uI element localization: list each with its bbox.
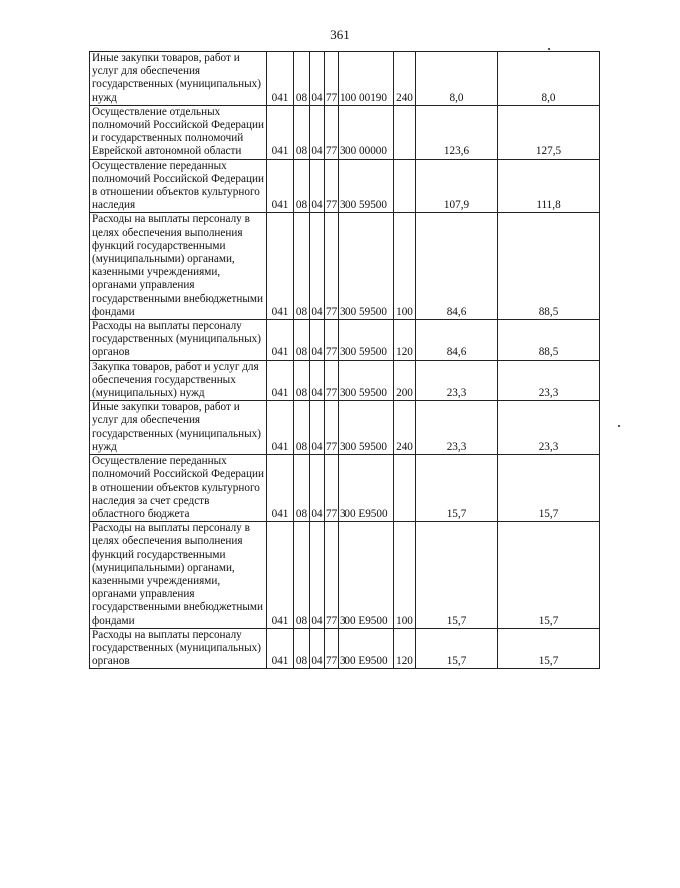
cell-section: 08 xyxy=(294,455,310,522)
cell-section: 08 xyxy=(294,52,310,106)
cell-name: Иные закупки товаров, работ и услуг для обеспечения государственных (муниципальных) нужд xyxy=(90,52,267,106)
table-row xyxy=(90,455,600,522)
cell-name: Осуществление переданных полномочий Российской Федерации в отношении объектов культурного наследия за счет средств областного бюджета xyxy=(90,455,267,522)
cell-target-article: 00 59500 xyxy=(339,320,394,361)
cell-target-article: 00 E9500 xyxy=(339,628,394,669)
table-row xyxy=(90,360,600,401)
cell-grbs: 041 xyxy=(267,522,294,629)
cell-target-program: 77 3 xyxy=(325,360,339,401)
cell-subsection: 04 xyxy=(310,320,325,361)
cell-target-program: 77 3 xyxy=(325,159,339,213)
cell-expense-type: 100 xyxy=(394,522,416,629)
cell-grbs: 041 xyxy=(267,52,294,106)
cell-subsection: 04 xyxy=(310,52,325,106)
cell-target-program: 77 1 xyxy=(325,52,339,106)
table-row xyxy=(90,213,600,320)
cell-grbs: 041 xyxy=(267,105,294,159)
cell-section: 08 xyxy=(294,320,310,361)
table-row xyxy=(90,105,600,159)
cell-subsection: 04 xyxy=(310,213,325,320)
cell-subsection: 04 xyxy=(310,360,325,401)
cell-name: Расходы на выплаты персоналу в целях обеспечения выполнения функций государственными (муниципальными) органами, казенными учреждениями, органами управления государственными внебюджетными фондами xyxy=(90,213,267,320)
cell-expense-type xyxy=(394,455,416,522)
cell-expense-type: 240 xyxy=(394,52,416,106)
cell-grbs: 041 xyxy=(267,401,294,455)
cell-amount-year2: 127,5 xyxy=(498,105,600,159)
cell-target-article: 00 00190 xyxy=(339,52,394,106)
cell-target-program: 77 3 xyxy=(325,455,339,522)
cell-target-article: 00 59500 xyxy=(339,401,394,455)
cell-expense-type: 200 xyxy=(394,360,416,401)
cell-target-program: 77 3 xyxy=(325,401,339,455)
page-number: 361 xyxy=(330,27,350,42)
cell-expense-type: 100 xyxy=(394,213,416,320)
cell-amount-year2: 88,5 xyxy=(498,320,600,361)
cell-name: Осуществление переданных полномочий Российской Федерации в отношении объектов культурного наследия xyxy=(90,159,267,213)
cell-name: Осуществление отдельных полномочий Российской Федерации и государственных полномочий Еврейской автономной области xyxy=(90,105,267,159)
cell-amount-year2: 23,3 xyxy=(498,360,600,401)
cell-subsection: 04 xyxy=(310,455,325,522)
cell-section: 08 xyxy=(294,522,310,629)
cell-target-article: 00 00000 xyxy=(339,105,394,159)
cell-amount-year1: 15,7 xyxy=(416,628,498,669)
cell-grbs: 041 xyxy=(267,320,294,361)
cell-target-program: 77 3 xyxy=(325,105,339,159)
cell-target-program: 77 3 xyxy=(325,320,339,361)
cell-amount-year1: 15,7 xyxy=(416,522,498,629)
cell-grbs: 041 xyxy=(267,213,294,320)
cell-amount-year1: 15,7 xyxy=(416,455,498,522)
budget-table xyxy=(89,51,600,669)
cell-target-program: 77 3 xyxy=(325,522,339,629)
cell-expense-type: 240 xyxy=(394,401,416,455)
cell-subsection: 04 xyxy=(310,522,325,629)
cell-target-program: 77 3 xyxy=(325,628,339,669)
cell-target-article: 00 59500 xyxy=(339,360,394,401)
cell-section: 08 xyxy=(294,628,310,669)
cell-name: Расходы на выплаты персоналу в целях обеспечения выполнения функций государственными (муниципальными) органами, казенными учреждениями, органами управления государственными внебюджетными фондами xyxy=(90,522,267,629)
cell-expense-type xyxy=(394,105,416,159)
table-row xyxy=(90,522,600,629)
cell-amount-year2: 23,3 xyxy=(498,401,600,455)
scan-speck xyxy=(618,425,620,427)
cell-amount-year2: 111,8 xyxy=(498,159,600,213)
table-row xyxy=(90,628,600,669)
cell-name: Расходы на выплаты персоналу государственных (муниципальных) органов xyxy=(90,628,267,669)
scan-speck xyxy=(548,48,550,50)
cell-grbs: 041 xyxy=(267,360,294,401)
cell-expense-type xyxy=(394,159,416,213)
cell-section: 08 xyxy=(294,159,310,213)
cell-amount-year1: 84,6 xyxy=(416,320,498,361)
cell-amount-year1: 84,6 xyxy=(416,213,498,320)
cell-grbs: 041 xyxy=(267,628,294,669)
cell-target-program: 77 3 xyxy=(325,213,339,320)
cell-target-article: 00 E9500 xyxy=(339,455,394,522)
cell-subsection: 04 xyxy=(310,159,325,213)
cell-amount-year1: 123,6 xyxy=(416,105,498,159)
cell-name: Иные закупки товаров, работ и услуг для обеспечения государственных (муниципальных) нужд xyxy=(90,401,267,455)
cell-target-article: 00 59500 xyxy=(339,159,394,213)
cell-subsection: 04 xyxy=(310,401,325,455)
cell-target-article: 00 E9500 xyxy=(339,522,394,629)
cell-amount-year2: 15,7 xyxy=(498,628,600,669)
cell-section: 08 xyxy=(294,105,310,159)
cell-amount-year2: 88,5 xyxy=(498,213,600,320)
cell-amount-year2: 15,7 xyxy=(498,522,600,629)
cell-grbs: 041 xyxy=(267,159,294,213)
cell-name: Закупка товаров, работ и услуг для обеспечения государственных (муниципальных) нужд xyxy=(90,360,267,401)
cell-section: 08 xyxy=(294,213,310,320)
cell-amount-year1: 23,3 xyxy=(416,401,498,455)
cell-section: 08 xyxy=(294,360,310,401)
table-row xyxy=(90,159,600,213)
cell-name: Расходы на выплаты персоналу государственных (муниципальных) органов xyxy=(90,320,267,361)
table-body xyxy=(90,52,600,669)
cell-amount-year1: 23,3 xyxy=(416,360,498,401)
table-row xyxy=(90,320,600,361)
table-row xyxy=(90,401,600,455)
cell-subsection: 04 xyxy=(310,628,325,669)
cell-target-article: 00 59500 xyxy=(339,213,394,320)
cell-grbs: 041 xyxy=(267,455,294,522)
cell-amount-year2: 15,7 xyxy=(498,455,600,522)
cell-section: 08 xyxy=(294,401,310,455)
table-row xyxy=(90,52,600,106)
cell-amount-year1: 107,9 xyxy=(416,159,498,213)
cell-amount-year2: 8,0 xyxy=(498,52,600,106)
cell-amount-year1: 8,0 xyxy=(416,52,498,106)
cell-expense-type: 120 xyxy=(394,320,416,361)
cell-subsection: 04 xyxy=(310,105,325,159)
cell-expense-type: 120 xyxy=(394,628,416,669)
